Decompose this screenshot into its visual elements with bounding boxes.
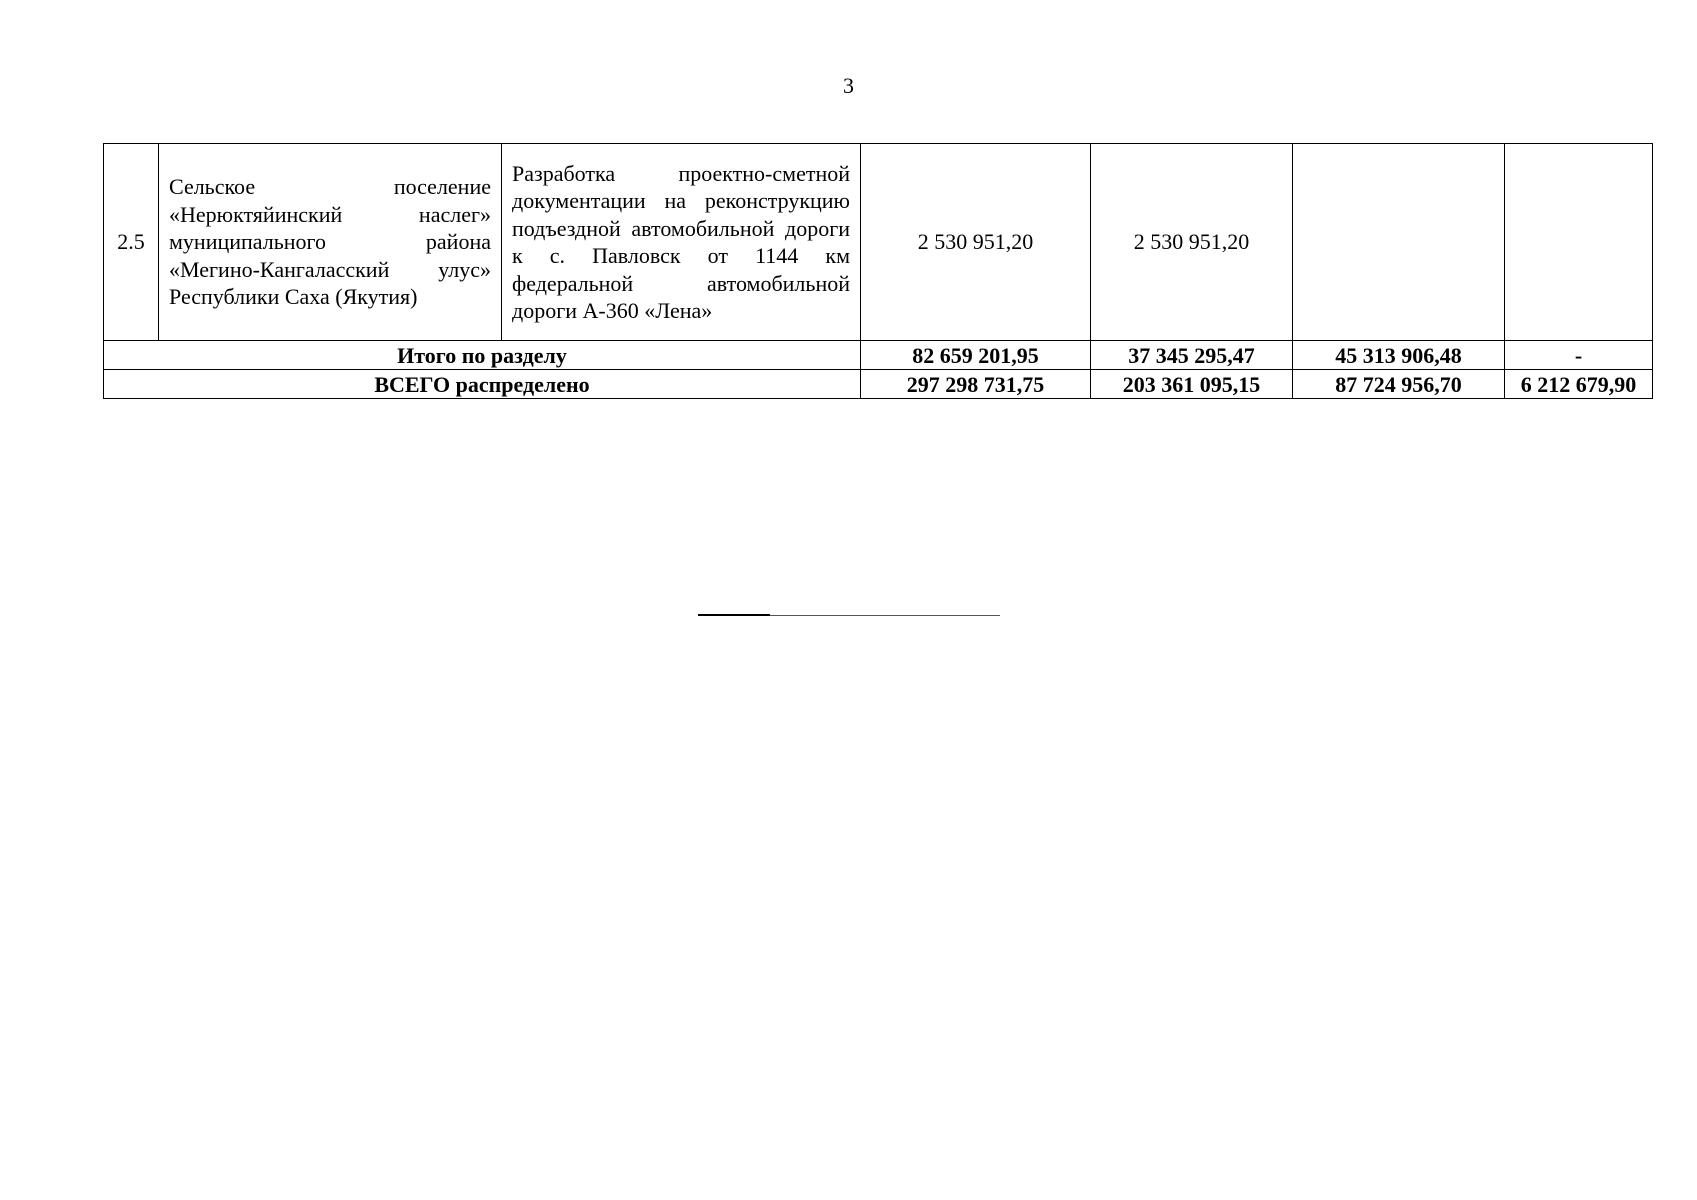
row-number: 2.5 xyxy=(104,144,159,341)
amount-col2 xyxy=(1293,144,1505,341)
end-divider-line-thick xyxy=(698,614,770,616)
total-amount: 2 530 951,20 xyxy=(861,144,1091,341)
section-total-col3: - xyxy=(1505,341,1653,370)
page-number: 3 xyxy=(843,73,854,98)
grand-total-col3: 6 212 679,90 xyxy=(1505,370,1653,399)
section-total-row xyxy=(104,341,1653,370)
distribution-table xyxy=(103,143,1653,399)
section-total-col1: 37 345 295,47 xyxy=(1091,341,1293,370)
grand-total-row xyxy=(104,370,1653,399)
grand-total-col1: 203 361 095,15 xyxy=(1091,370,1293,399)
section-total-amount: 82 659 201,95 xyxy=(861,341,1091,370)
recipient-text: Сельское поселение «Нерюктяйинский наслег» муниципального района «Мегино-Кангаласский улус» Республики Саха (Якутия) xyxy=(169,174,491,310)
purpose-text: Разработка проектно-сметной документации на реконструкцию подъездной автомобильной дороги к с. Павловск от 1144 км федеральной автомобильной дороги А-360 «Лена» xyxy=(512,160,850,323)
section-total-col2: 45 313 906,48 xyxy=(1293,341,1505,370)
table-row xyxy=(104,144,1653,341)
purpose-cell xyxy=(502,144,861,341)
grand-total-label: ВСЕГО распределено xyxy=(104,370,861,399)
grand-total-amount: 297 298 731,75 xyxy=(861,370,1091,399)
section-total-label: Итого по разделу xyxy=(104,341,861,370)
grand-total-col2: 87 724 956,70 xyxy=(1293,370,1505,399)
amount-col1: 2 530 951,20 xyxy=(1091,144,1293,341)
recipient-cell xyxy=(159,144,502,341)
amount-col3 xyxy=(1505,144,1653,341)
